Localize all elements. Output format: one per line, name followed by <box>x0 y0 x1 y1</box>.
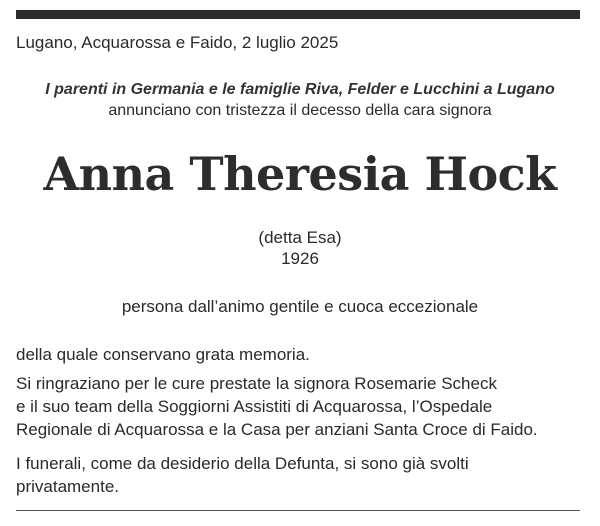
funeral-paragraph <box>16 452 586 498</box>
paragraph-line: della quale conservano grata memoria. <box>16 345 310 364</box>
birth-year: 1926 <box>281 249 319 268</box>
paragraph-line: e il suo team della Soggiorni Assistiti di Acquarossa, l’Ospedale <box>16 397 493 416</box>
place-date: Lugano, Acquarossa e Faido, 2 luglio 2025 <box>16 33 339 52</box>
bottom-border-rule <box>16 510 580 511</box>
deceased-name: Anna Theresia Hock <box>43 147 557 201</box>
paragraph-line: Regionale di Acquarossa e la Casa per anziani Santa Croce di Faido. <box>16 420 538 439</box>
top-border-rule <box>16 10 580 19</box>
relatives-line: I parenti in Germania e le famiglie Riva, Felder e Lucchini a Lugano <box>45 81 555 98</box>
paragraph-line: I funerali, come da desiderio della Defunta, si sono già svolti <box>16 454 469 473</box>
announcement-line: annunciano con tristezza il decesso della cara signora <box>108 102 492 119</box>
memory-paragraph <box>16 343 586 366</box>
thanks-paragraph <box>16 372 586 441</box>
epithet: persona dall’animo gentile e cuoca eccezionale <box>121 297 479 316</box>
nickname: (detta Esa) <box>258 228 342 247</box>
paragraph-line: privatamente. <box>16 477 119 496</box>
paragraph-line: Si ringraziano per le cure prestate la signora Rosemarie Scheck <box>16 374 497 393</box>
